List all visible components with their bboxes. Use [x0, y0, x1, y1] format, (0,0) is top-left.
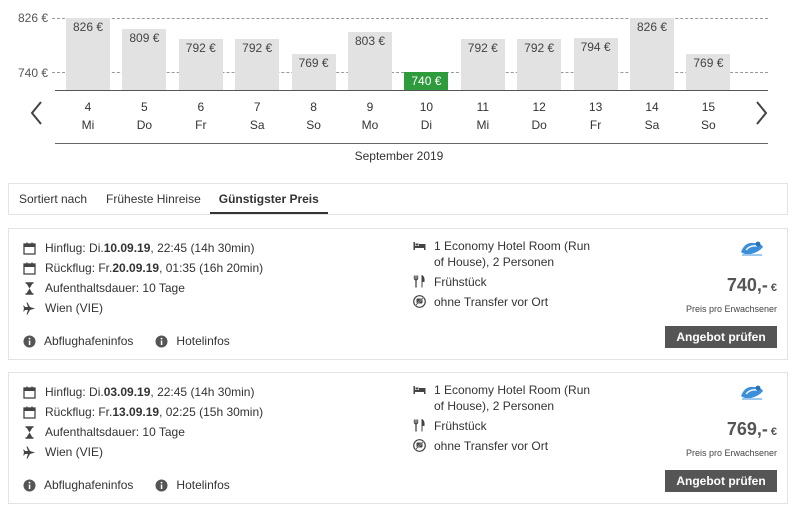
return-flight-row: [23, 258, 263, 278]
chevron-right-icon: [752, 99, 770, 127]
y-tick-label-low: 740 €: [18, 66, 49, 80]
day-number-label[interactable]: 8: [310, 100, 317, 114]
price-currency: €: [770, 282, 777, 294]
bar-price-label: 809 €: [129, 30, 160, 45]
board-row: [413, 418, 603, 434]
check-offer-button[interactable]: Angebot prüfen: [665, 470, 777, 492]
next-week-button[interactable]: [752, 99, 770, 127]
sort-cheapest-price-tab[interactable]: Günstigster Preis: [210, 184, 328, 214]
outbound-time: , 22:45 (14h 30min): [150, 385, 255, 399]
weekday-label[interactable]: Di: [420, 118, 433, 132]
check-offer-button[interactable]: Angebot prüfen: [665, 326, 777, 348]
hotel-info-link[interactable]: [155, 478, 229, 492]
weekday-label[interactable]: Sa: [249, 118, 265, 132]
day-number-label[interactable]: 5: [141, 100, 148, 114]
weekday-label[interactable]: Do: [531, 118, 547, 132]
hotel-details: [413, 382, 603, 458]
room-row: [413, 238, 603, 270]
outbound-date: 10.09.19: [103, 241, 151, 255]
bar-price-label: 769 €: [693, 55, 724, 70]
return-prefix: Rückflug: Fr.: [45, 261, 113, 275]
cutlery-icon: [413, 275, 426, 288]
bar-price-label: 792 €: [242, 41, 273, 56]
tour-operator-logo: [739, 382, 765, 402]
sort-label: Sortiert nach: [19, 192, 88, 206]
bed-icon: [413, 383, 426, 396]
offer-card: [8, 372, 788, 504]
transfer-row: [413, 438, 603, 454]
departure-airport: Wien (VIE): [45, 301, 104, 315]
day-number-label[interactable]: 14: [645, 100, 659, 114]
hourglass-icon: [23, 426, 36, 439]
bar-price-label: 826 €: [72, 20, 104, 34]
departure-airport-row: [23, 298, 263, 318]
outbound-prefix: Hinflug: Di.: [45, 241, 104, 255]
outbound-prefix: Hinflug: Di.: [45, 385, 104, 399]
return-date: 20.09.19: [112, 261, 160, 275]
month-label: September 2019: [354, 149, 444, 163]
bed-icon: [413, 239, 426, 252]
calendar-icon: [23, 242, 36, 255]
price-bar[interactable]: [630, 18, 674, 90]
return-time: , 02:25 (15h 30min): [159, 405, 264, 419]
weekday-label[interactable]: Fr: [195, 118, 207, 132]
calendar-icon: [23, 386, 36, 399]
room-row: [413, 382, 603, 414]
hotel-info-label: Hotelinfos: [176, 334, 230, 348]
plane-icon: [23, 302, 36, 315]
day-number-label[interactable]: 11: [476, 100, 490, 114]
departure-airport-row: [23, 442, 263, 462]
room-description: 1 Economy Hotel Room (Run of House), 2 Personen: [434, 383, 591, 413]
price-bar[interactable]: [235, 39, 279, 90]
plane-icon: [23, 446, 36, 459]
return-prefix: Rückflug: Fr.: [45, 405, 113, 419]
airport-info-link[interactable]: [23, 334, 133, 348]
weekday-label[interactable]: Fr: [589, 118, 602, 132]
chevron-left-icon: [28, 99, 46, 127]
offer-price: [727, 275, 777, 296]
transfer-info: ohne Transfer vor Ort: [434, 295, 549, 309]
day-number-label[interactable]: 9: [366, 100, 374, 114]
outbound-flight-row: [23, 238, 263, 258]
stay-duration-row: [23, 278, 263, 298]
bar-price-label: 792 €: [524, 41, 555, 56]
return-date: 13.09.19: [112, 405, 160, 419]
room-description: 1 Economy Hotel Room (Run of House), 2 Personen: [434, 239, 591, 269]
price-bar[interactable]: [122, 29, 166, 90]
flight-details: [23, 382, 263, 462]
board-type: Frühstück: [434, 419, 487, 433]
bar-price-label: 794 €: [580, 40, 611, 55]
calendar-icon: [23, 262, 36, 275]
board-row: [413, 274, 603, 290]
price-note: Preis pro Erwachsener: [685, 304, 777, 314]
day-number-label[interactable]: 13: [588, 100, 603, 114]
weekday-label[interactable]: Mi: [81, 118, 95, 132]
weekday-label[interactable]: Mo: [361, 118, 379, 132]
price-bar[interactable]: [574, 38, 618, 90]
bar-price-label: 803 €: [354, 34, 386, 49]
bar-price-label: 740 €: [411, 74, 442, 88]
transfer-row: [413, 294, 603, 310]
hourglass-icon: [23, 282, 36, 295]
price-bar[interactable]: [348, 32, 392, 90]
offer-price: [727, 419, 777, 440]
outbound-date: 03.09.19: [103, 385, 151, 399]
hotel-info-label: Hotelinfos: [176, 478, 230, 492]
info-icon: [23, 335, 36, 348]
price-bar[interactable]: [461, 39, 505, 90]
bus-icon: [413, 439, 426, 452]
offer-card: [8, 228, 788, 360]
info-icon: [155, 479, 168, 492]
cutlery-icon: [413, 419, 426, 432]
bus-icon: [413, 295, 426, 308]
y-tick-label-top: 826 €: [18, 11, 49, 25]
airport-info-label: Abflughafeninfos: [44, 334, 134, 348]
sort-earliest-departure-tab[interactable]: Früheste Hinreise: [106, 192, 201, 206]
bar-price-label: 792 €: [467, 41, 498, 56]
stay-duration: Aufenthaltsdauer: 10 Tage: [45, 281, 185, 295]
airport-info-link[interactable]: [23, 478, 133, 492]
prev-week-button[interactable]: [28, 99, 46, 127]
info-links: [23, 478, 252, 492]
price-note: Preis pro Erwachsener: [685, 448, 777, 458]
day-number-label[interactable]: 4: [84, 100, 92, 114]
outbound-flight-row: [23, 382, 263, 402]
weekday-label[interactable]: Mi: [476, 118, 490, 132]
flight-details: [23, 238, 263, 318]
weekday-label[interactable]: Sa: [644, 118, 660, 132]
return-flight-row: [23, 402, 263, 422]
price-value: 769,-: [726, 419, 768, 439]
price-bar[interactable]: [179, 39, 223, 90]
airport-info-label: Abflughafeninfos: [44, 478, 134, 492]
price-calendar-chart: [0, 0, 798, 170]
price-bar[interactable]: [292, 54, 336, 90]
day-number-label[interactable]: 7: [253, 100, 261, 114]
info-icon: [155, 335, 168, 348]
day-number-label[interactable]: 6: [197, 100, 205, 114]
hotel-details: [413, 238, 603, 314]
info-links: [23, 334, 252, 348]
price-bar[interactable]: [404, 72, 448, 90]
month-divider: [55, 143, 768, 144]
stay-duration: Aufenthaltsdauer: 10 Tage: [45, 425, 185, 439]
bar-price-label: 826 €: [636, 20, 668, 34]
price-value: 740,-: [726, 275, 768, 295]
bar-price-label: 792 €: [185, 41, 216, 56]
chart-baseline: [55, 90, 768, 91]
day-number-label[interactable]: 12: [532, 100, 546, 114]
hotel-info-link[interactable]: [155, 334, 229, 348]
price-bar[interactable]: [517, 39, 561, 90]
day-number-label[interactable]: 15: [701, 100, 716, 114]
tour-operator-logo: [739, 238, 765, 258]
info-icon: [23, 479, 36, 492]
weekday-label[interactable]: So: [701, 118, 716, 132]
calendar-icon: [23, 406, 36, 419]
board-type: Frühstück: [434, 275, 487, 289]
price-bar[interactable]: [66, 18, 110, 90]
price-bar[interactable]: [686, 54, 730, 90]
sort-bar: [8, 183, 788, 215]
weekday-label[interactable]: So: [306, 118, 321, 132]
weekday-label[interactable]: Do: [136, 118, 153, 132]
stay-duration-row: [23, 422, 263, 442]
outbound-time: , 22:45 (14h 30min): [150, 241, 255, 255]
price-currency: €: [770, 426, 777, 438]
departure-airport: Wien (VIE): [45, 445, 104, 459]
return-time: , 01:35 (16h 20min): [159, 261, 264, 275]
bar-price-label: 769 €: [298, 55, 329, 70]
transfer-info: ohne Transfer vor Ort: [434, 439, 549, 453]
day-number-label[interactable]: 10: [419, 100, 434, 114]
